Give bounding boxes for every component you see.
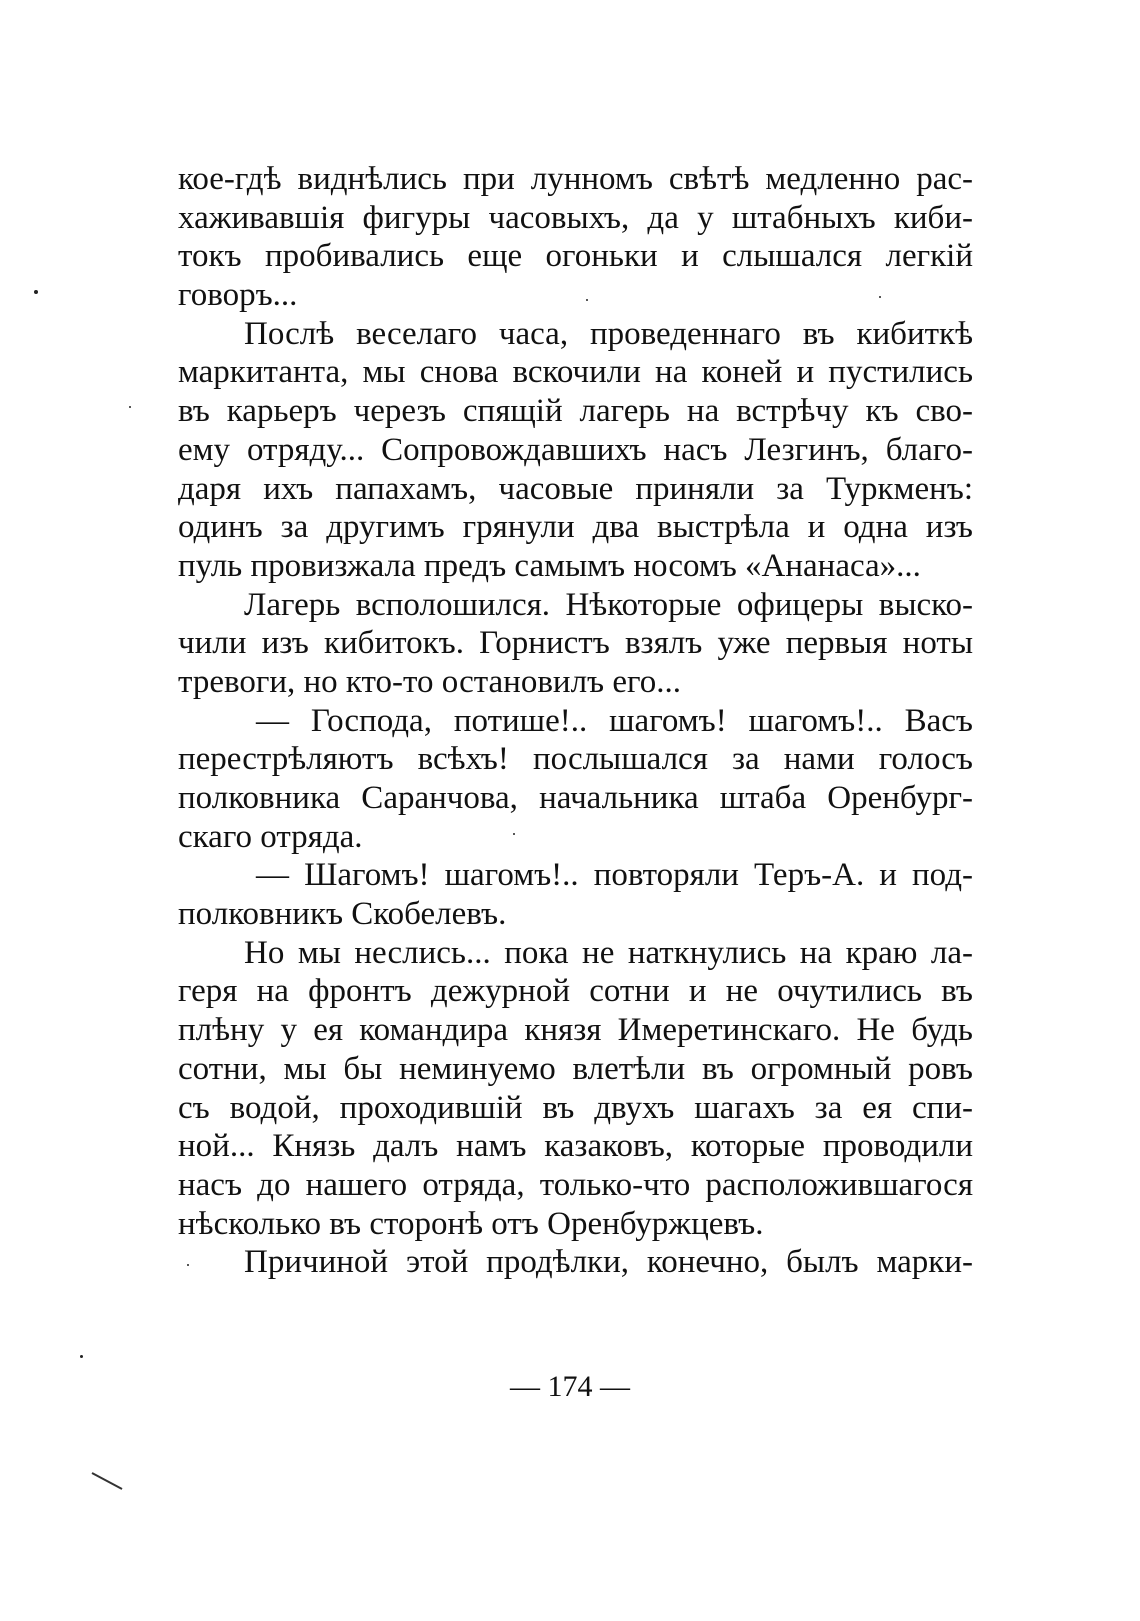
text-line: Причиной этой продѣлки, конечно, былъ марки- (244, 1244, 973, 1281)
text-line: полковника Саранчова, начальника штаба Оренбург- (178, 780, 973, 816)
text-line: Но мы неслись... пока не наткнулись на краю ла- (244, 934, 973, 971)
text-line: съ водой, проходившій въ двухъ шагахъ за ея спи- (178, 1089, 973, 1126)
text-line: скаго отряда. (178, 818, 363, 855)
text-line: полковникъ Скобелевъ. (178, 896, 507, 933)
scan-speck (586, 299, 588, 301)
text-line: нѣсколько въ сторонѣ отъ Оренбуржцевъ. (178, 1205, 764, 1242)
text-line: токъ пробивались еще огоньки и слышался легкій (178, 238, 973, 275)
scan-speck (129, 406, 131, 408)
body-text (178, 160, 973, 1282)
text-line: говоръ... (178, 277, 298, 314)
text-line: кое-гдѣ виднѣлись при лунномъ свѣтѣ медленно рас- (178, 161, 973, 197)
text-line: ему отряду... Сопровождавшихъ насъ Лезгинъ, благо- (178, 431, 973, 468)
text-line: перестрѣляютъ всѣхъ! послышался за нами голосъ (178, 741, 973, 778)
scan-speck (513, 833, 515, 835)
scan-speck (80, 1355, 83, 1358)
text-line: геря на фронтъ дежурной сотни и не очутились въ (178, 973, 973, 1010)
text-line: — Шагомъ! шагомъ!.. повторяли Теръ-А. и под- (256, 857, 973, 894)
text-line: — Господа, потише!.. шагомъ! шагомъ!.. Васъ (256, 702, 973, 739)
text-line: чили изъ кибитокъ. Горнистъ взялъ уже первыя ноты (178, 625, 973, 662)
scan-speck (187, 1264, 189, 1266)
text-line: ной... Князь далъ намъ казаковъ, которые проводили (178, 1128, 973, 1165)
text-line: хаживавшія фигуры часовыхъ, да у штабныхъ киби- (178, 199, 973, 236)
text-line: Лагерь всполошился. Нѣкоторые офицеры выско- (244, 586, 973, 623)
text-line: одинъ за другимъ грянули два выстрѣла и одна изъ (178, 509, 973, 546)
scan-speck (34, 290, 38, 294)
text-line: насъ до нашего отряда, только-что расположившагося (178, 1166, 973, 1203)
page-number: — 174 — (510, 1370, 630, 1403)
scan-scratch (92, 1472, 123, 1490)
text-line: Послѣ веселаго часа, проведеннаго въ кибиткѣ (244, 315, 973, 352)
text-line: пуль провизжала предъ самымъ носомъ «Ананаса»... (178, 547, 921, 584)
text-line: маркитанта, мы снова вскочили на коней и пустились (178, 354, 973, 391)
text-line: въ карьеръ черезъ спящій лагерь на встрѣчу къ сво- (178, 393, 973, 430)
text-line: сотни, мы бы неминуемо влетѣли въ огромный ровъ (178, 1050, 973, 1087)
text-line: даря ихъ папахамъ, часовые приняли за Туркменъ: (178, 470, 973, 507)
text-line: плѣну у ея командира князя Имеретинскаго. Не будь (178, 1012, 973, 1049)
scan-speck (879, 296, 881, 298)
text-line: тревоги, но кто-то остановилъ его... (178, 663, 681, 700)
